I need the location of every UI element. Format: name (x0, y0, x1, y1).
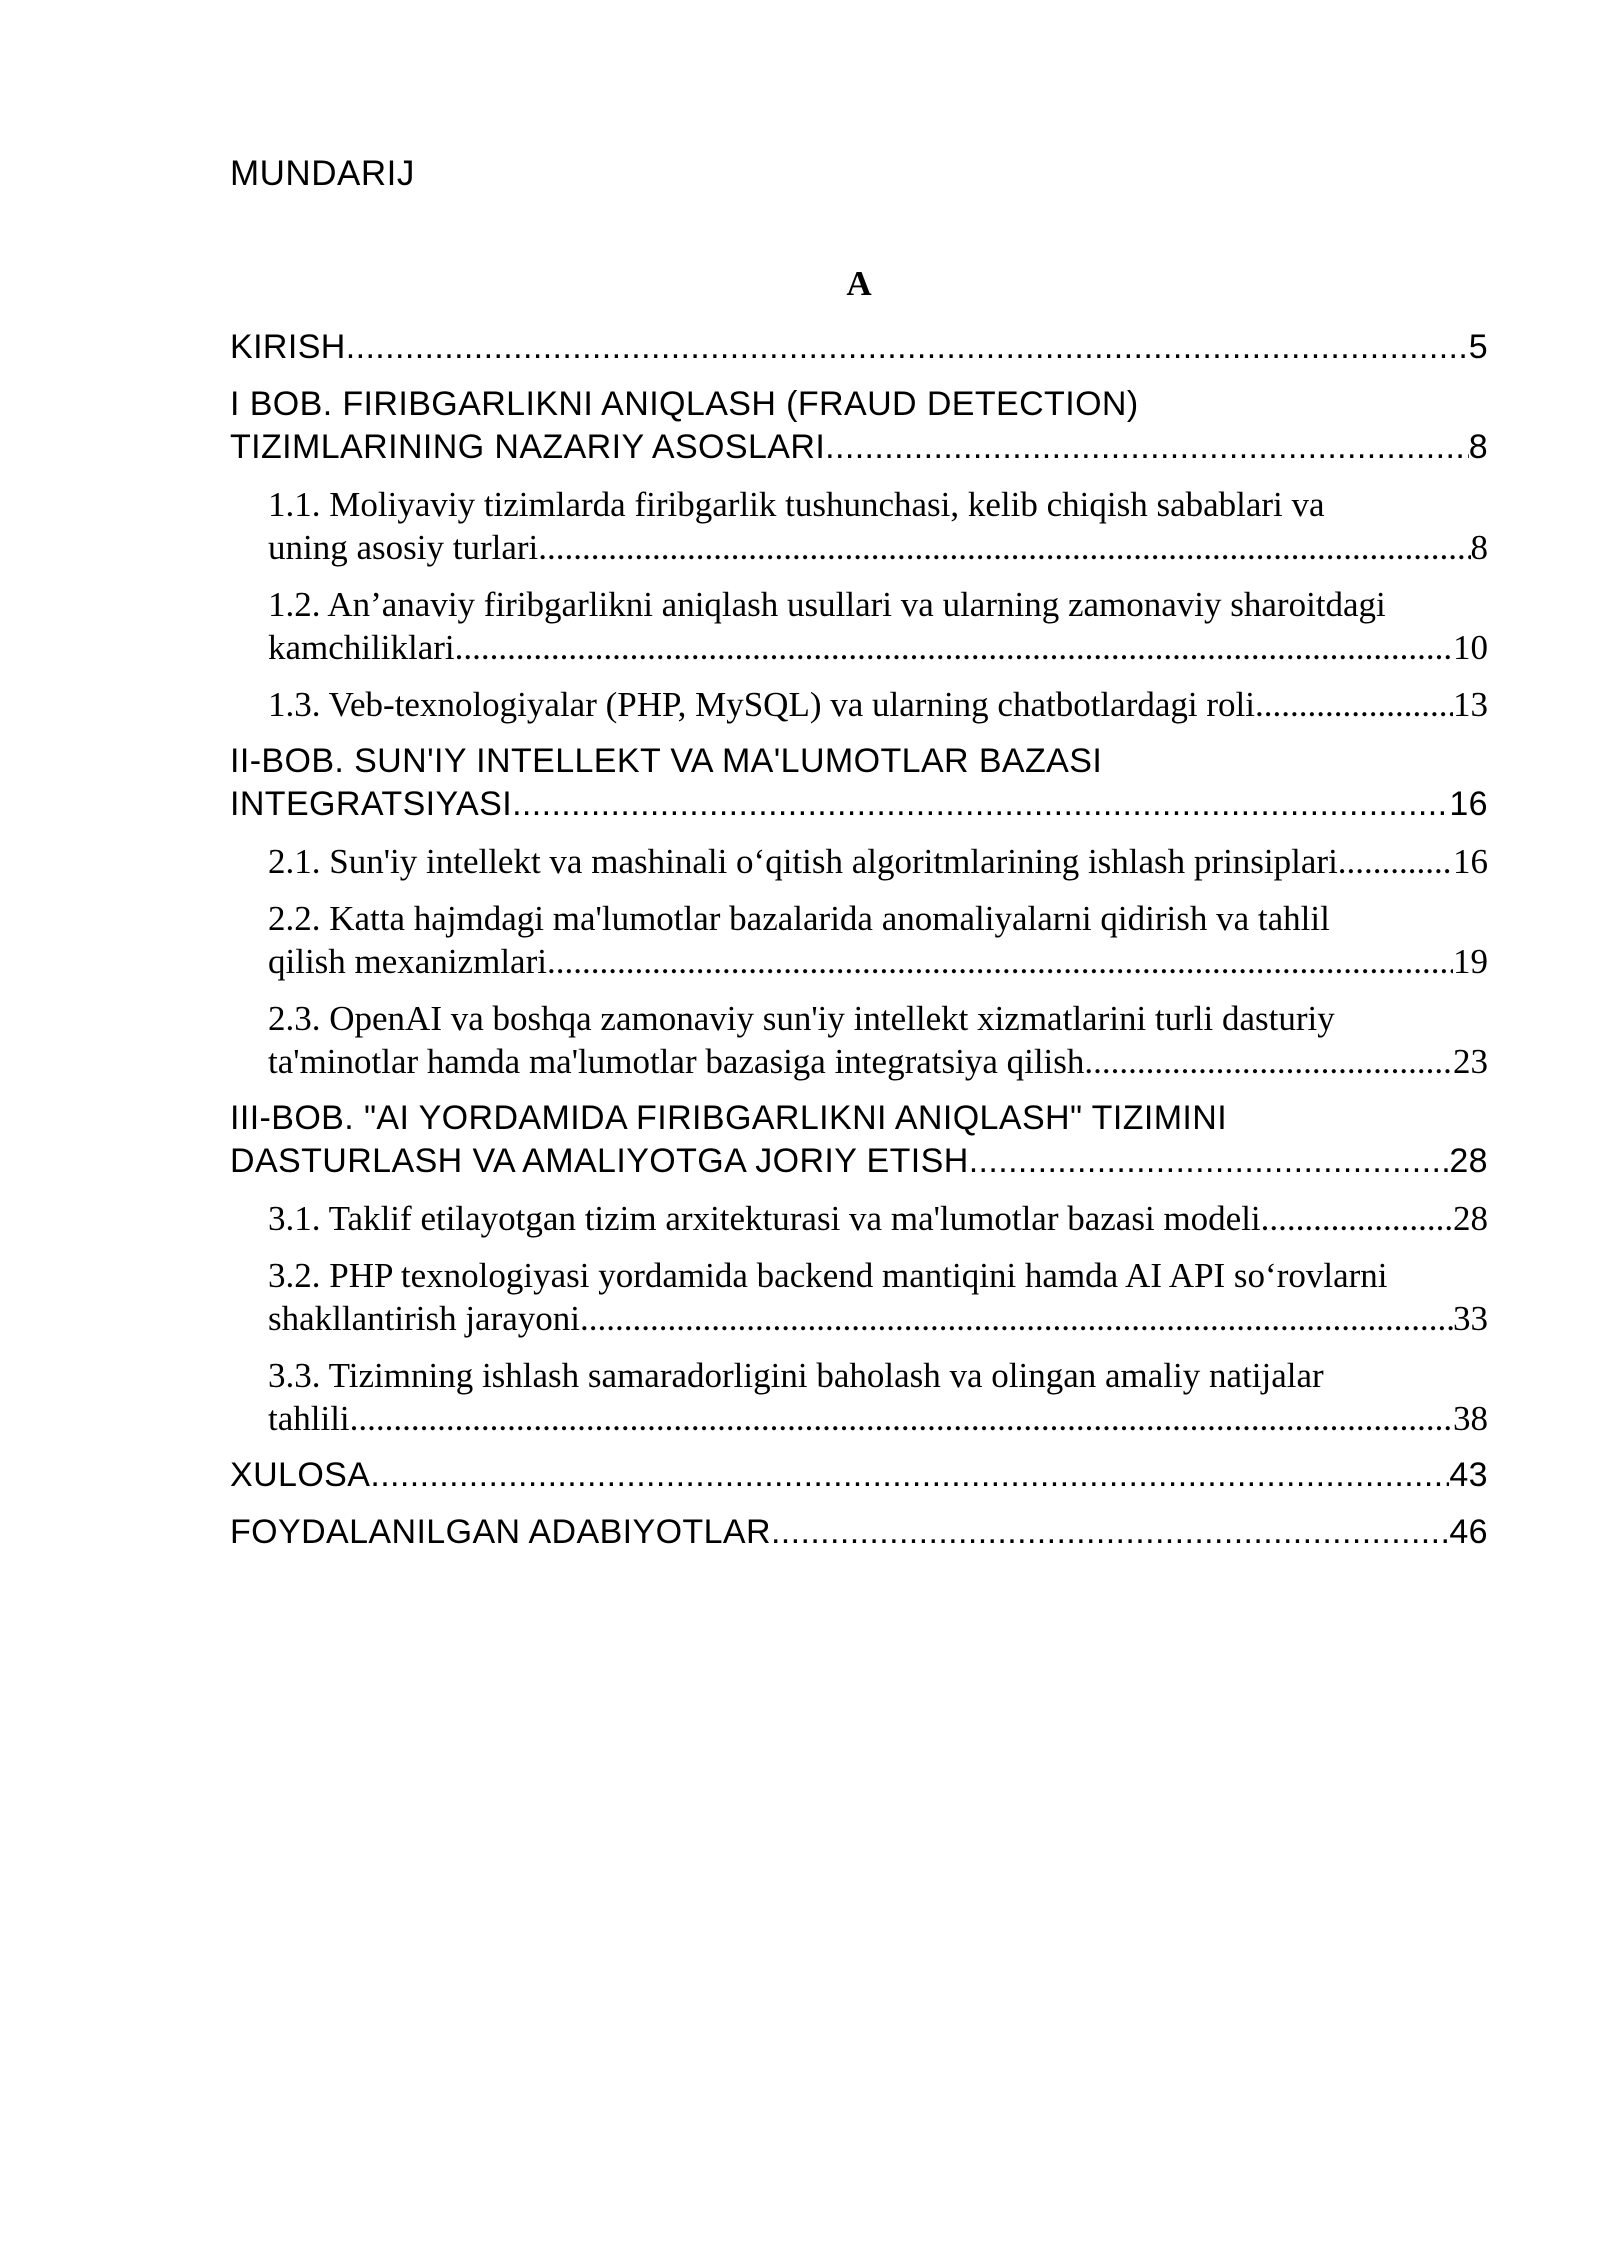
toc-entry-text: FOYDALANILGAN ADABIYOTLAR (230, 1513, 771, 1551)
toc-entry[interactable] (230, 1097, 1488, 1183)
toc-entry-text: 3.3. Tizimning ishlash samaradorligini baholash va olingan amaliy natijalar (268, 1356, 1324, 1395)
toc-entry-text: ta'minotlar hamda ma'lumotlar bazasiga integratsiya qilish (268, 1042, 1085, 1081)
toc-entry-last-line (230, 1140, 1488, 1183)
table-of-contents (230, 326, 1488, 1568)
toc-entry-last-line (268, 1397, 1488, 1440)
toc-entry[interactable] (230, 1511, 1488, 1554)
dot-leader (538, 526, 1470, 569)
toc-entry-text: 2.2. Katta hajmdagi ma'lumotlar bazalarida anomaliyalarni qidirish va tahlil (268, 899, 1330, 938)
toc-entry-text: 1.1. Moliyaviy tizimlarda firibgarlik tushunchasi, kelib chiqish sabablari va (268, 485, 1325, 524)
toc-page-number: 28 (1453, 1199, 1488, 1238)
toc-entry-text: INTEGRATSIYASI (230, 785, 513, 823)
toc-entry[interactable] (268, 1254, 1488, 1340)
toc-entry-last-line (230, 783, 1488, 826)
toc-entry-text: TIZIMLARINING NAZARIY ASOSLARI (230, 428, 826, 466)
toc-entry-text: XULOSA (230, 1456, 371, 1494)
toc-page-number: 8 (1470, 528, 1488, 567)
toc-entry-text: III-BOB. "AI YORDAMIDA FIRIBGARLIKNI ANIQLASH" TIZIMINI (230, 1099, 1228, 1137)
toc-page-number: 23 (1453, 1042, 1488, 1081)
toc-entry-last-line (268, 626, 1488, 669)
toc-page-number: 16 (1453, 842, 1488, 881)
toc-entry[interactable] (230, 326, 1488, 369)
dot-leader (370, 1454, 1449, 1497)
toc-entry[interactable] (230, 740, 1488, 826)
toc-page-number: 28 (1449, 1142, 1488, 1180)
toc-entry-last-line (268, 526, 1488, 569)
toc-entry[interactable] (268, 840, 1488, 883)
toc-entry[interactable] (268, 1197, 1488, 1240)
toc-page-number: 19 (1453, 942, 1488, 981)
toc-entry-text: KIRISH (230, 328, 346, 366)
toc-page-number: 10 (1453, 628, 1488, 667)
toc-entry-last-line (230, 326, 1488, 369)
toc-entry[interactable] (268, 1354, 1488, 1440)
dot-leader (350, 1397, 1453, 1440)
dot-leader (771, 1511, 1449, 1554)
toc-page-number: 8 (1468, 428, 1488, 466)
dot-leader (346, 326, 1469, 369)
toc-entry-text: qilish mexanizmlari (268, 942, 547, 981)
toc-entry-last-line (268, 1040, 1488, 1083)
toc-entry-text: 1.2. An’anaviy firibgarlikni aniqlash usullari va ularning zamonaviy sharoitdagi (268, 585, 1386, 624)
dot-leader (1255, 683, 1453, 726)
dot-leader (1261, 1197, 1453, 1240)
toc-heading-part2: A (846, 264, 872, 303)
toc-entry-last-line (268, 1297, 1488, 1340)
toc-entry-text: kamchiliklari (268, 628, 455, 667)
toc-heading-part1: MUNDARIJ (230, 154, 415, 193)
dot-leader (580, 1297, 1453, 1340)
toc-entry-text: DASTURLASH VA AMALIYOTGA JORIY ETISH (230, 1142, 969, 1180)
toc-entry-text: 3.1. Taklif etilayotgan tizim arxitekturasi va ma'lumotlar bazasi modeli (268, 1199, 1261, 1238)
dot-leader (825, 426, 1469, 469)
toc-entry-last-line (268, 940, 1488, 983)
dot-leader (1338, 840, 1453, 883)
toc-page-number: 16 (1449, 785, 1488, 823)
toc-entry-text: II-BOB. SUN'IY INTELLEKT VA MA'LUMOTLAR BAZASI (230, 742, 1103, 780)
toc-entry-last-line (268, 840, 1488, 883)
toc-entry-last-line (268, 683, 1488, 726)
dot-leader (512, 783, 1449, 826)
toc-page-number: 13 (1453, 685, 1488, 724)
toc-entry-text: 2.1. Sun'iy intellekt va mashinali oʻqitish algoritmlarining ishlash prinsiplari (268, 842, 1338, 881)
toc-entry-text: tahlili (268, 1399, 350, 1438)
toc-page-number: 46 (1449, 1513, 1488, 1551)
dot-leader (1084, 1040, 1453, 1083)
toc-page-number: 38 (1453, 1399, 1488, 1438)
toc-entry-text: I BOB. FIRIBGARLIKNI ANIQLASH (FRAUD DETECTION) (230, 385, 1139, 423)
toc-entry-last-line (230, 426, 1488, 469)
toc-entry-text: 3.2. PHP texnologiyasi yordamida backend mantiqini hamda AI API soʻrovlarni (268, 1256, 1388, 1295)
toc-entry[interactable] (268, 483, 1488, 569)
toc-entry-text: shakllantirish jarayoni (268, 1299, 581, 1338)
toc-entry-text: uning asosiy turlari (268, 528, 539, 567)
dot-leader (969, 1140, 1450, 1183)
toc-entry-text: 2.3. OpenAI va boshqa zamonaviy sun'iy intellekt xizmatlarini turli dasturiy (268, 999, 1335, 1038)
toc-entry-last-line (268, 1197, 1488, 1240)
toc-entry[interactable] (268, 997, 1488, 1083)
toc-entry-last-line (230, 1454, 1488, 1497)
toc-entry[interactable] (268, 897, 1488, 983)
toc-entry[interactable] (230, 383, 1488, 469)
toc-entry[interactable] (268, 683, 1488, 726)
toc-entry[interactable] (268, 583, 1488, 669)
toc-entry-text: 1.3. Veb-texnologiyalar (PHP, MySQL) va ularning chatbotlardagi roli (268, 685, 1255, 724)
toc-page-number: 5 (1468, 328, 1488, 366)
dot-leader (547, 940, 1453, 983)
toc-page-number: 43 (1449, 1456, 1488, 1494)
toc-entry[interactable] (230, 1454, 1488, 1497)
toc-page-number: 33 (1453, 1299, 1488, 1338)
dot-leader (455, 626, 1453, 669)
toc-entry-last-line (230, 1511, 1488, 1554)
